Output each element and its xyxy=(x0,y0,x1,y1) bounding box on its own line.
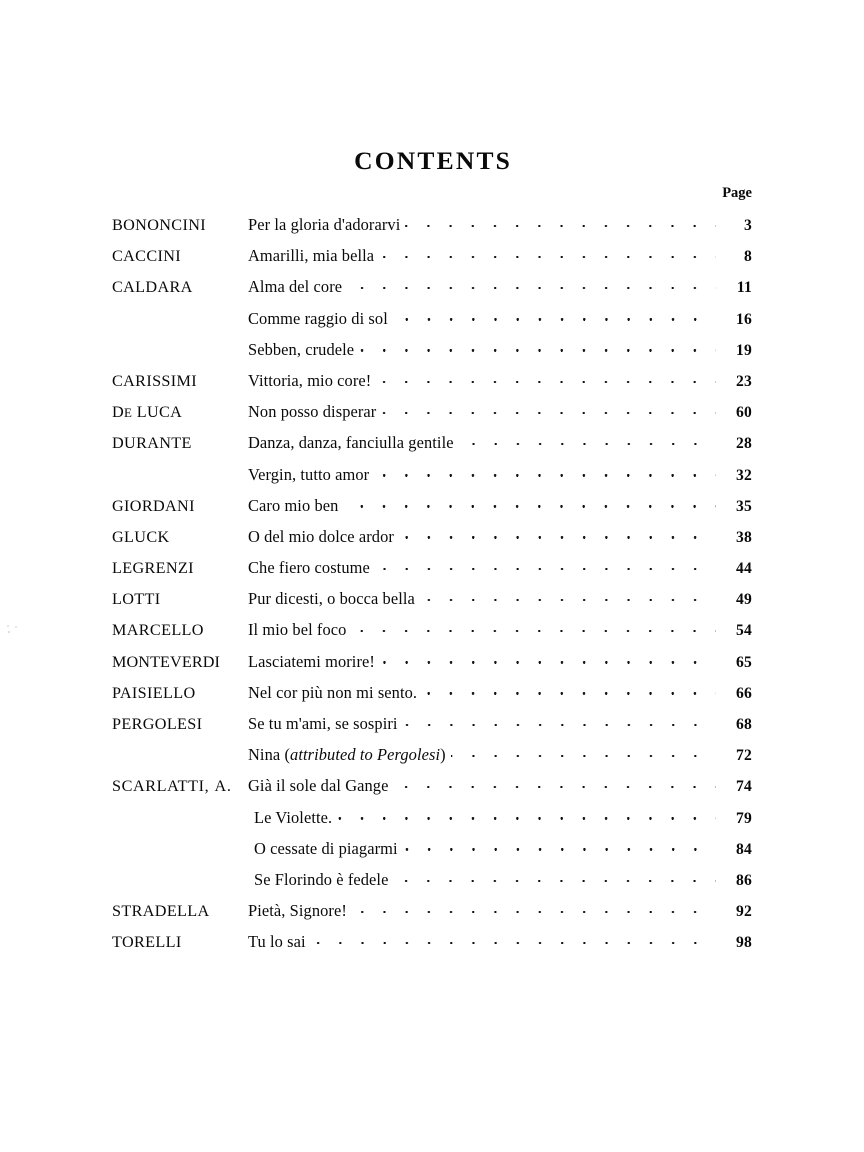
page-column-header: Page xyxy=(722,185,752,201)
dot-leader xyxy=(380,651,716,667)
composer-name: GIORDANI xyxy=(112,496,195,515)
entry xyxy=(248,651,718,670)
entry xyxy=(248,339,718,358)
song-title: Già il sole dal Gange xyxy=(248,776,389,796)
entry xyxy=(248,495,718,514)
table-row[interactable] xyxy=(112,775,752,806)
page-number[interactable]: 38 xyxy=(736,528,752,546)
composer-name: SCARLATTI, A. xyxy=(112,777,232,796)
table-row[interactable] xyxy=(112,838,752,869)
entry xyxy=(248,900,718,919)
entry xyxy=(248,214,718,233)
dot-leader xyxy=(403,838,716,854)
page-number[interactable]: 28 xyxy=(736,435,752,453)
entry xyxy=(248,401,718,420)
page-number[interactable]: 86 xyxy=(736,871,752,889)
dot-leader xyxy=(399,526,716,542)
table-row[interactable] xyxy=(112,339,752,370)
song-title: Vittoria, mio core! xyxy=(248,370,372,390)
composer-name: DE LUCA xyxy=(112,403,183,422)
dot-leader xyxy=(393,308,716,324)
page-number[interactable]: 60 xyxy=(736,404,752,422)
song-title: Che fiero costume xyxy=(248,558,370,578)
entry xyxy=(248,557,718,576)
composer-name: MARCELLO xyxy=(112,621,204,640)
table-row[interactable] xyxy=(112,807,752,838)
table-row[interactable] xyxy=(112,744,752,775)
page-number[interactable]: 11 xyxy=(736,279,752,297)
dot-leader xyxy=(459,432,716,448)
song-title: Pur dicesti, o bocca bella xyxy=(248,589,415,609)
scan-artifact xyxy=(6,624,20,634)
song-title: Vergin, tutto amor xyxy=(248,464,370,484)
table-row[interactable] xyxy=(112,495,752,526)
entry xyxy=(248,744,718,763)
song-title: Danza, danza, fanciulla gentile xyxy=(248,433,454,453)
entry xyxy=(248,838,718,857)
table-row[interactable] xyxy=(112,713,752,744)
table-row[interactable] xyxy=(112,651,752,682)
page-number[interactable]: 23 xyxy=(736,372,752,390)
table-row[interactable] xyxy=(112,619,752,650)
entry xyxy=(248,588,718,607)
dot-leader xyxy=(347,276,716,292)
dot-leader xyxy=(420,588,716,604)
song-title: Alma del core xyxy=(248,277,343,297)
song-title: Pietà, Signore! xyxy=(248,901,347,921)
dot-leader xyxy=(405,214,716,230)
composer-name: LEGRENZI xyxy=(112,559,194,578)
entry xyxy=(248,619,718,638)
entry xyxy=(248,308,718,327)
song-title: Sebben, crudele xyxy=(248,339,355,359)
table-row[interactable] xyxy=(112,370,752,401)
song-title: Lasciatemi morire! xyxy=(248,651,375,671)
dot-leader xyxy=(375,557,716,573)
page-number[interactable]: 54 xyxy=(736,622,752,640)
composer-name: CACCINI xyxy=(112,247,182,266)
entry xyxy=(248,869,718,888)
table-row[interactable] xyxy=(112,557,752,588)
entry xyxy=(248,432,718,451)
dot-leader xyxy=(451,744,716,760)
table-row[interactable] xyxy=(112,401,752,432)
song-title: Il mio bel foco xyxy=(248,620,347,640)
dot-leader xyxy=(337,807,716,823)
page-number[interactable]: 49 xyxy=(736,591,752,609)
composer-name: DURANTE xyxy=(112,434,192,453)
song-title: Nina (attributed to Pergolesi) xyxy=(248,745,446,765)
table-row[interactable] xyxy=(112,432,752,463)
table-row[interactable] xyxy=(112,214,752,245)
page-number[interactable]: 44 xyxy=(736,560,752,578)
song-title: Se Florindo è fedele xyxy=(254,869,389,889)
table-row[interactable] xyxy=(112,931,752,962)
table-row[interactable] xyxy=(112,464,752,495)
entry xyxy=(248,526,718,545)
composer-name: STRADELLA xyxy=(112,902,210,921)
dot-leader xyxy=(393,775,716,791)
dot-leader xyxy=(374,464,716,480)
composer-name: GLUCK xyxy=(112,527,170,546)
dot-leader xyxy=(393,869,716,885)
table-of-contents xyxy=(112,214,752,963)
dot-leader xyxy=(359,339,716,355)
dot-leader xyxy=(376,370,716,386)
song-title-attribution: attributed to Pergolesi xyxy=(290,745,441,765)
page-number[interactable]: 74 xyxy=(736,778,752,796)
song-title: Per la gloria d'adorarvi xyxy=(248,215,401,234)
song-title: Nel cor più non mi sento. xyxy=(248,682,418,702)
dot-leader xyxy=(343,495,716,511)
composer-name: TORELLI xyxy=(112,933,182,952)
table-row[interactable] xyxy=(112,869,752,900)
song-title: Amarilli, mia bella xyxy=(248,246,375,266)
page-number[interactable]: 3 xyxy=(744,217,752,234)
table-row[interactable] xyxy=(112,900,752,931)
song-title: O cessate di piagarmi xyxy=(254,838,398,858)
entry xyxy=(248,931,718,950)
composer-name: LOTTI xyxy=(112,590,161,609)
page-number[interactable]: 66 xyxy=(736,684,752,702)
dot-leader xyxy=(351,619,716,635)
table-row[interactable] xyxy=(112,245,752,276)
page-number[interactable]: 16 xyxy=(736,310,752,328)
entry xyxy=(248,682,718,701)
page-number[interactable]: 68 xyxy=(736,716,752,733)
song-title: Le Violette. xyxy=(254,807,333,827)
table-row[interactable] xyxy=(112,308,752,339)
song-title: Tu lo sai xyxy=(248,932,306,952)
entry xyxy=(248,713,718,732)
page-number[interactable]: 8 xyxy=(744,248,752,266)
dot-leader xyxy=(381,401,716,417)
table-row[interactable] xyxy=(112,682,752,713)
page-title: CONTENTS xyxy=(354,146,513,175)
entry xyxy=(248,276,718,295)
table-row[interactable] xyxy=(112,588,752,619)
composer-name: BONONCINI xyxy=(112,216,206,234)
page-number[interactable]: 92 xyxy=(736,903,752,921)
entry xyxy=(248,464,718,483)
page-number[interactable]: 98 xyxy=(736,934,752,952)
page-number[interactable]: 35 xyxy=(736,497,752,515)
composer-name: PERGOLESI xyxy=(112,715,203,733)
page-number[interactable]: 79 xyxy=(736,809,752,827)
song-title: Se tu m'ami, se sospiri xyxy=(248,714,398,733)
song-title: Non posso disperar xyxy=(248,402,377,422)
dot-leader xyxy=(403,713,716,729)
composer-name: MONTEVERDI xyxy=(112,652,221,671)
page-number[interactable]: 19 xyxy=(736,341,752,359)
dot-leader xyxy=(422,682,716,698)
page-number[interactable]: 65 xyxy=(736,653,752,671)
song-title: O del mio dolce ardor xyxy=(248,526,394,546)
composer-name: CALDARA xyxy=(112,278,193,297)
page-number[interactable]: 32 xyxy=(736,466,752,484)
entry xyxy=(248,245,718,264)
entry xyxy=(248,775,718,794)
song-title: Comme raggio di sol xyxy=(248,308,388,328)
dot-leader xyxy=(379,245,716,261)
song-title: Caro mio ben xyxy=(248,495,339,515)
composer-name: PAISIELLO xyxy=(112,683,196,702)
dot-leader xyxy=(311,931,716,947)
page-number[interactable]: 72 xyxy=(736,747,752,765)
dot-leader xyxy=(352,900,716,916)
page-number[interactable]: 84 xyxy=(736,840,752,858)
table-row[interactable] xyxy=(112,526,752,557)
entry xyxy=(248,807,718,826)
table-row[interactable] xyxy=(112,276,752,307)
entry xyxy=(248,370,718,389)
composer-name: CARISSIMI xyxy=(112,371,198,390)
